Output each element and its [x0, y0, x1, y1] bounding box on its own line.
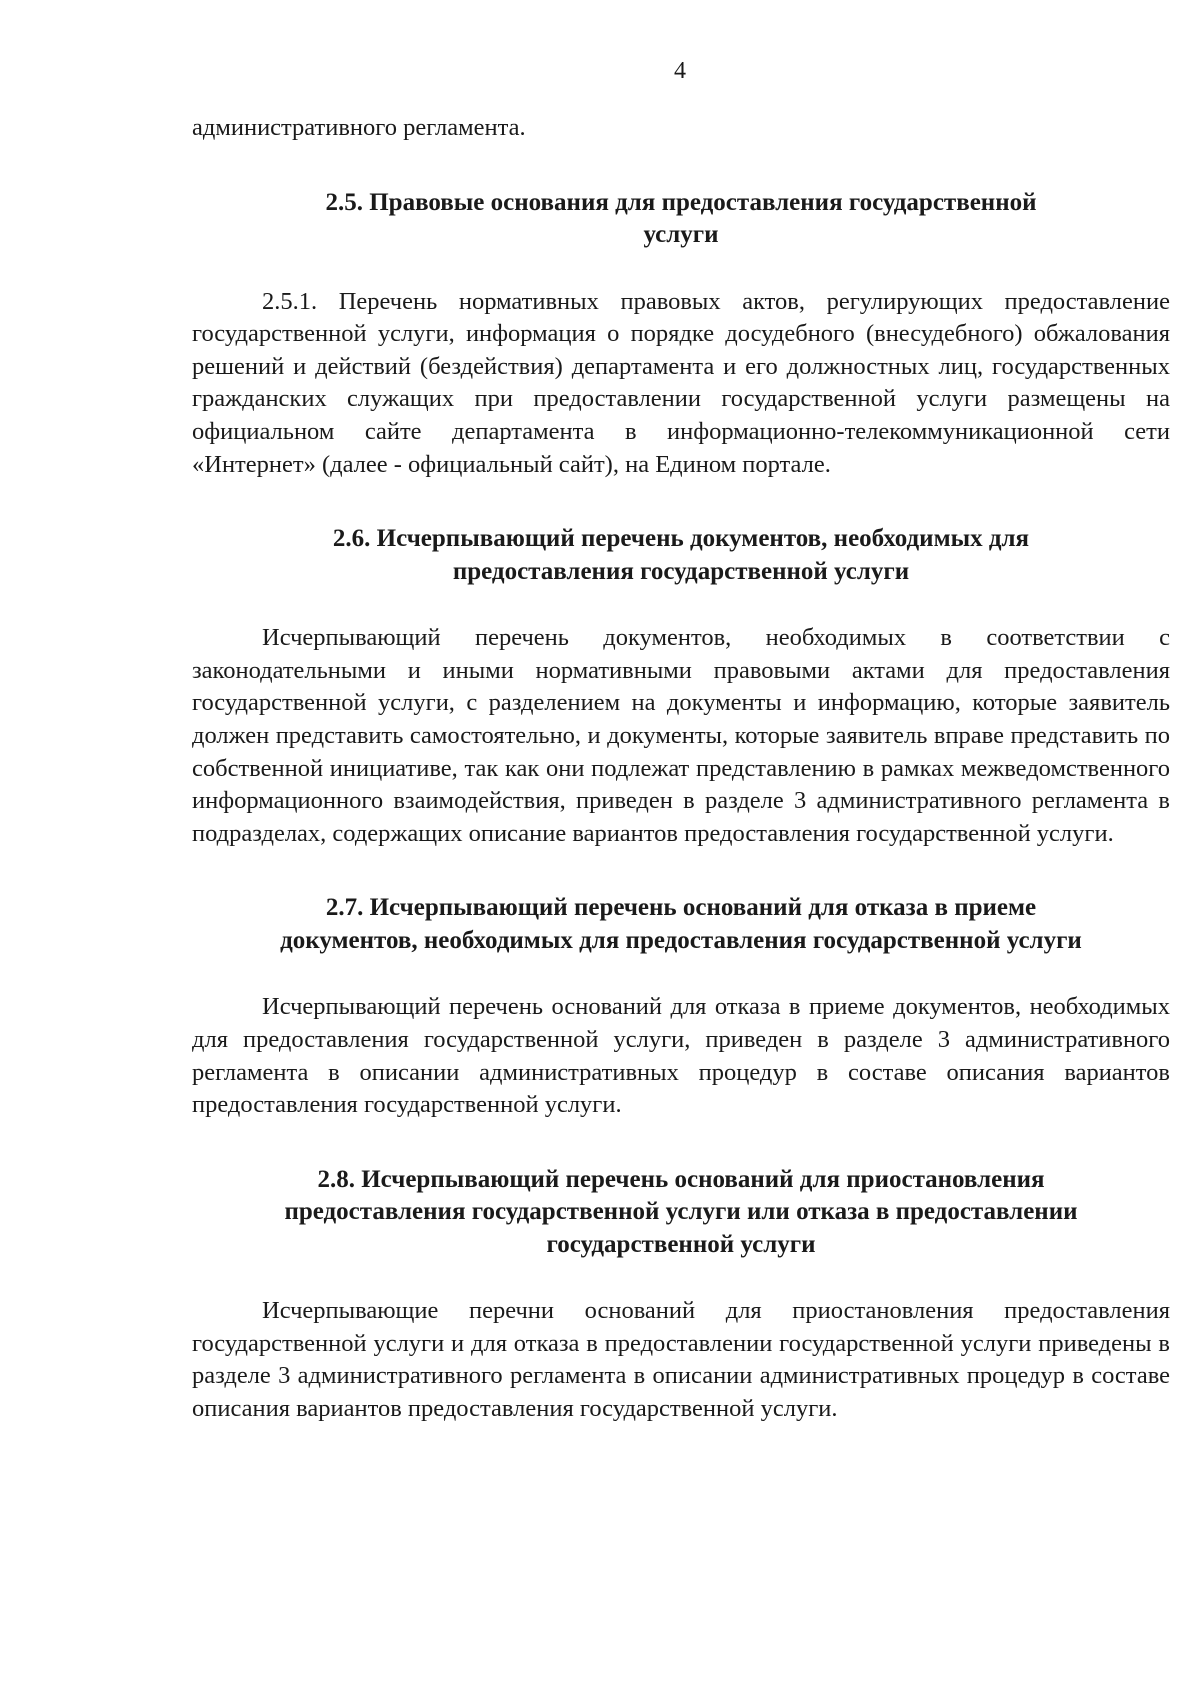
section-paragraph-2-5: 2.5.1. Перечень нормативных правовых актов, регулирующих предоставление государственной услуги, информация о порядке досудебного (внесудебного) обжалования решений и действий (бездействия) департамента и его должностных лиц, государственных гражданских служащих при предоставлении государственной услуги размещены на официальном сайте департамента в информационно-телекоммуникационной сети «Интернет» (далее - официальный сайт), на Едином портале.: [192, 287, 1170, 478]
document-body: [192, 112, 1170, 1426]
heading-line: услуги: [643, 221, 719, 249]
page-number: 4: [674, 58, 686, 84]
carryover-text: административного регламента.: [192, 114, 526, 141]
section-heading-2-6: [192, 523, 1170, 588]
heading-line: предоставления государственной услуги: [452, 557, 910, 585]
heading-line: 2.8. Исчерпывающий перечень оснований для приостановления: [317, 1165, 1045, 1193]
heading-line: 2.5. Правовые основания для предоставления государственной: [325, 188, 1037, 216]
section-paragraph-2-7: Исчерпывающий перечень оснований для отказа в приеме документов, необходимых для предоставления государственной услуги, приведен в разделе 3 административного регламента в описании административных процедур в составе описания вариантов предоставления государственной услуги.: [192, 993, 1170, 1119]
heading-line: 2.7. Исчерпывающий перечень оснований для отказа в приеме: [325, 894, 1037, 922]
heading-line: государственной услуги: [546, 1230, 816, 1258]
section-paragraph-2-6: Исчерпывающий перечень документов, необходимых в соответствии с законодательными и иными нормативными правовыми актами для предоставления государственной услуги, с разделением на документы и информацию, которые заявитель должен представить самостоятельно, и документы, которые заявитель вправе представить по собственной инициативе, так как они подлежат представлению в рамках межведомственного информационного взаимодействия, приведен в разделе 3 административного регламента в подразделах, содержащих описание вариантов предоставления государственной услуги.: [192, 624, 1170, 847]
heading-line: предоставления государственной услуги или отказа в предоставлении: [284, 1198, 1078, 1226]
section-paragraph-2-8: Исчерпывающие перечни оснований для приостановления предоставления государственной услуги и для отказа в предоставлении государственной услуги приведены в разделе 3 административного регламента в описании административных процедур в составе описания вариантов предоставления государственной услуги.: [192, 1297, 1170, 1422]
section-heading-2-8: [192, 1164, 1170, 1262]
heading-line: документов, необходимых для предоставления государственной услуги: [280, 926, 1082, 954]
heading-line: 2.6. Исчерпывающий перечень документов, необходимых для: [332, 525, 1030, 553]
section-heading-2-5: [192, 187, 1170, 252]
section-heading-2-7: [192, 892, 1170, 957]
